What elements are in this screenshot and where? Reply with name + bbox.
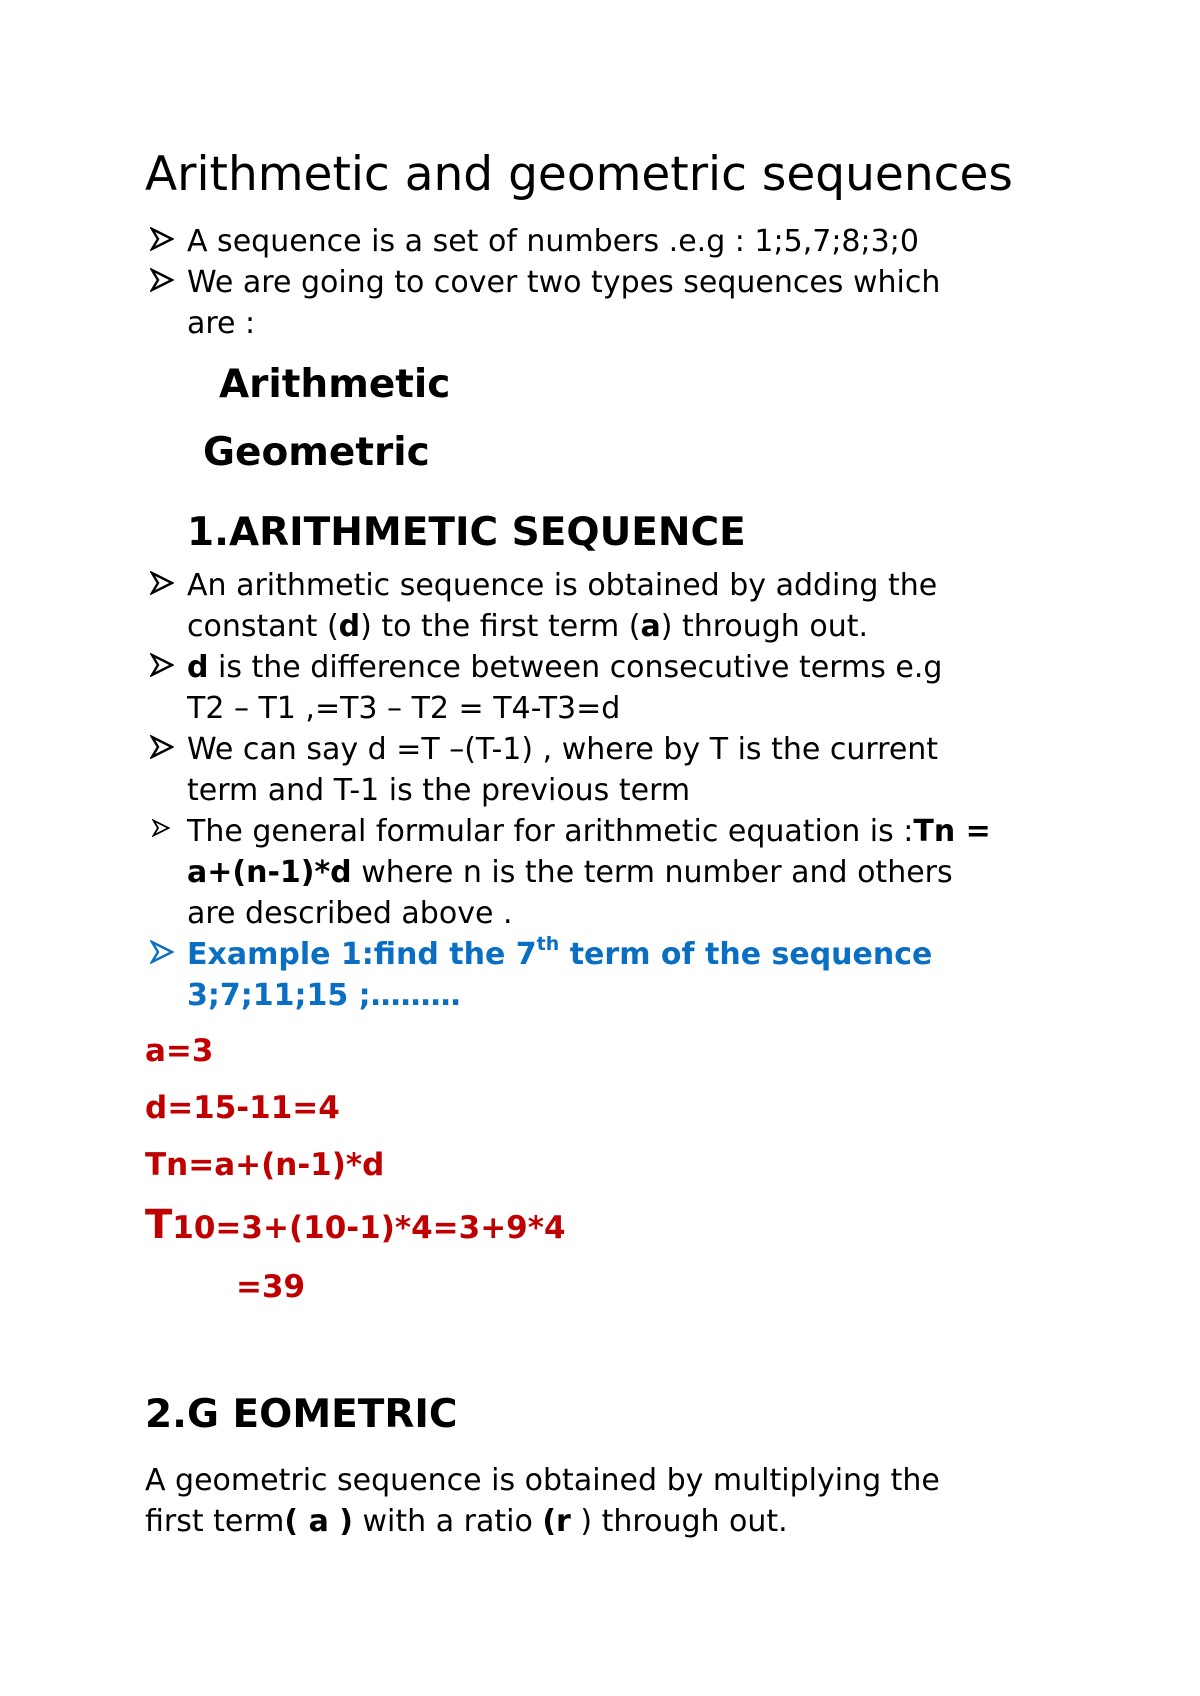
s1-bullet-2-line-2: T2 – T1 ,=T3 – T2 = T4-T3=d <box>187 691 621 726</box>
solution-line-5: =39 <box>236 1269 306 1305</box>
intro-bullet-2-line-2: are : <box>187 306 256 341</box>
solution-line-1: a=3 <box>145 1033 214 1069</box>
type-geometric: Geometric <box>203 430 430 475</box>
s1-bullet-4-line-2: a+(n-1)*d where n is the term number and others <box>187 855 953 890</box>
section2-heading: 2.G EOMETRIC <box>145 1392 458 1437</box>
s1-bullet-4-line-3: are described above . <box>187 896 513 931</box>
s1-bullet-3-line-2: term and T-1 is the previous term <box>187 773 691 808</box>
section1-heading: 1.ARITHMETIC SEQUENCE <box>187 510 746 555</box>
example-1-line-2: 3;7;11;15 ;……… <box>187 978 461 1013</box>
intro-bullet-2-line-1: We are going to cover two types sequences which <box>187 265 941 300</box>
solution-line-4: T10=3+(10-1)*4=3+9*4 <box>145 1202 566 1248</box>
s1-bullet-2-line-1: d is the difference between consecutive terms e.g <box>187 650 943 685</box>
s1-bullet-1-line-1: An arithmetic sequence is obtained by adding the <box>187 568 938 603</box>
arrowhead-bullet-icon <box>150 227 174 251</box>
arrowhead-bullet-icon <box>152 819 170 837</box>
arrowhead-bullet-icon <box>150 653 174 677</box>
section2-paragraph-line-1: A geometric sequence is obtained by multiplying the <box>145 1463 940 1498</box>
type-arithmetic: Arithmetic <box>219 362 451 407</box>
section2-paragraph-line-2: first term( a ) with a ratio (r ) through out. <box>145 1504 788 1539</box>
page-title: Arithmetic and geometric sequences <box>145 147 1013 202</box>
intro-bullet-1: A sequence is a set of numbers .e.g : 1;5,7;8;3;0 <box>187 224 919 259</box>
arrowhead-bullet-icon <box>150 268 174 292</box>
arrowhead-bullet-icon <box>150 940 174 964</box>
arrowhead-bullet-icon <box>150 735 174 759</box>
solution-line-2: d=15-11=4 <box>145 1090 340 1126</box>
solution-line-3: Tn=a+(n-1)*d <box>145 1147 385 1183</box>
arrowhead-bullet-icon <box>150 571 174 595</box>
s1-bullet-3-line-1: We can say d =T –(T-1) , where by T is the current <box>187 732 939 767</box>
s1-bullet-1-line-2: constant (d) to the first term (a) through out. <box>187 609 869 644</box>
s1-bullet-4-line-1: The general formular for arithmetic equation is :Tn = <box>187 814 991 849</box>
example-1-line-1: Example 1:find the 7th term of the sequence <box>187 933 933 972</box>
